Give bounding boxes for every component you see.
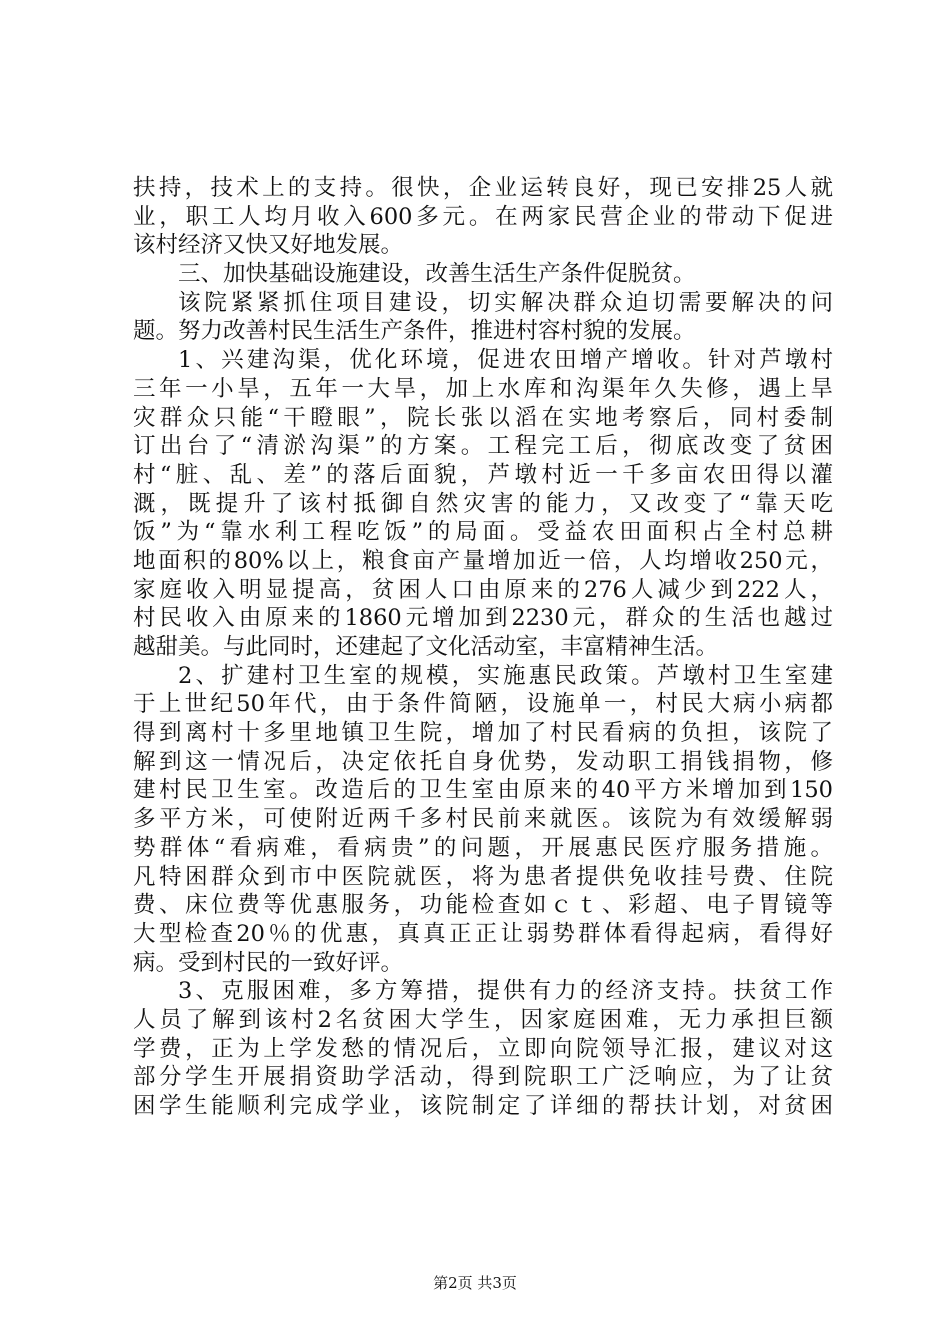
text-line: 大型检查20％的优惠，真真正正让弱势群体看得起病，看得好: [133, 920, 833, 947]
paragraph: [133, 174, 833, 260]
text-line: 家庭收入明显提高，贫困人口由原来的276人减少到222人，: [133, 576, 833, 603]
text-line: 订出台了“清淤沟渠”的方案。工程完工后，彻底改变了贫困: [133, 433, 833, 460]
text-line: 题。努力改善村民生活生产条件，推进村容村貌的发展。: [133, 318, 696, 345]
text-line: 学费，正为上学发愁的情况后，立即向院领导汇报，建议对这: [133, 1035, 833, 1062]
text-line: 该村经济又快又好地发展。: [133, 232, 404, 259]
text-line: 该院紧紧抓住项目建设，切实解决群众迫切需要解决的问: [178, 289, 833, 316]
text-line: 扶持，技术上的支持。很快，企业运转良好，现已安排25人就: [133, 175, 833, 201]
text-line: 2、扩建村卫生室的规模，实施惠民政策。芦墩村卫生室建: [178, 662, 833, 689]
text-line: 多平方米，可使附近两千多村民前来就医。该院为有效缓解弱: [133, 806, 833, 833]
text-line: 凡特困群众到市中医院就医，将为患者提供免收挂号费、住院: [133, 863, 833, 890]
text-line: 费、床位费等优惠服务，功能检查如ｃｔ、彩超、电子胃镜等: [133, 892, 833, 919]
text-line: 解到这一情况后，决定依托自身优势，发动职工捐钱捐物，修: [133, 748, 833, 775]
text-line: 人员了解到该村2名贫困大学生，因家庭困难，无力承担巨额: [133, 1006, 833, 1033]
text-line: 三年一小旱，五年一大旱，加上水库和沟渠年久失修，遇上旱: [133, 375, 833, 402]
text-line: 灾群众只能“干瞪眼”，院长张以滔在实地考察后，同村委制: [133, 404, 833, 431]
text-line: 建村民卫生室。改造后的卫生室由原来的40平方米增加到150: [133, 777, 833, 804]
text-line: 于上世纪50年代，由于条件简陋，设施单一，村民大病小病都: [133, 691, 833, 718]
text-line: 部分学生开展捐资助学活动，得到院职工广泛响应，为了让贫: [133, 1064, 833, 1091]
text-line: 1、兴建沟渠，优化环境，促进农田增产增收。针对芦墩村: [178, 347, 833, 374]
text-line: 病。受到村民的一致好评。: [133, 949, 404, 976]
text-line: 越甜美。与此同时，还建起了文化活动室，丰富精神生活。: [133, 634, 719, 660]
text-line: 势群体“看病难，看病贵”的问题，开展惠民医疗服务措施。: [133, 834, 833, 861]
text-line: 地面积的80%以上，粮食亩产量增加近一倍，人均增收250元，: [133, 547, 833, 574]
text-line: 业，职工人均月收入600多元。在两家民营企业的带动下促进: [133, 203, 833, 230]
section-heading: [133, 260, 833, 289]
paragraph: [133, 662, 833, 978]
text-line: 三、加快基础设施建设，改善生活生产条件促脱贫。: [178, 261, 696, 288]
page-number: 第2页 共3页: [433, 1274, 517, 1292]
text-line: 溉，既提升了该村抵御自然灾害的能力，又改变了“靠天吃: [133, 490, 833, 517]
text-line: 3、克服困难，多方筹措，提供有力的经济支持。扶贫工作: [178, 978, 833, 1005]
text-line: 得到离村十多里地镇卫生院，增加了村民看病的负担，该院了: [133, 720, 833, 747]
paragraph: [133, 977, 833, 1120]
text-line: 村民收入由原来的1860元增加到2230元，群众的生活也越过: [133, 605, 833, 632]
text-line: 村“脏、乱、差”的落后面貌，芦墩村近一千多亩农田得以灌: [133, 461, 833, 488]
text-line: 饭”为“靠水利工程吃饭”的局面。受益农田面积占全村总耕: [133, 519, 833, 546]
page-footer: [0, 1273, 950, 1293]
document-body: [133, 174, 833, 1121]
text-line: 困学生能顺利完成学业，该院制定了详细的帮扶计划，对贫困: [133, 1093, 833, 1119]
paragraph: [133, 346, 833, 662]
paragraph: [133, 289, 833, 346]
